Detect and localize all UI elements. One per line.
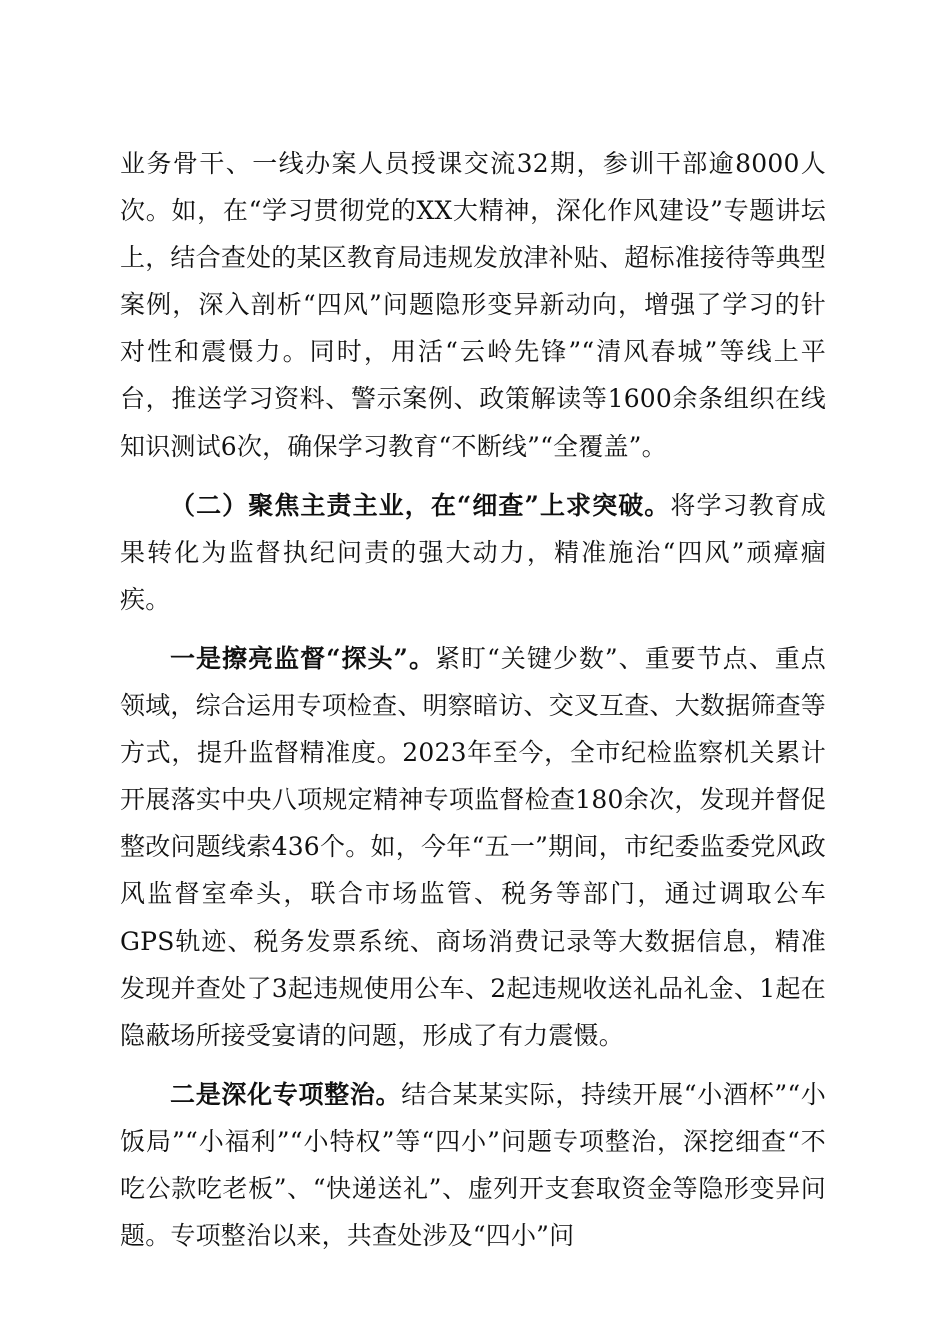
paragraph-section-two	[120, 482, 826, 623]
paragraph-special-rectification	[120, 1071, 826, 1259]
paragraph-lead: 二是深化专项整治。	[170, 1079, 402, 1109]
paragraph-lead: 一是擦亮监督“探头”。	[170, 643, 435, 673]
paragraph-text: 业务骨干、一线办案人员授课交流32期，参训干部逾8000人次。如，在“学习贯彻党的XX大精神，深化作风建设”专题讲坛上，结合查处的某区教育局违规发放津补贴、超标准接待等典型案例，深入剖析“四风”问题隐形变异新动向，增强了学习的针对性和震慑力。同时，用活“云岭先锋”“清风春城”等线上平台，推送学习资料、警示案例、政策解读等1600余条组织在线知识测试6次，确保学习教育“不断线”“全覆盖”。	[120, 149, 826, 461]
paragraph-supervision	[120, 635, 826, 1059]
paragraph-text: 结合某某实际，持续开展“小酒杯”“小饭局”“小福利”“小特权”等“四小”问题专项整治，深挖细查“不吃公款吃老板”、“快递送礼”、虚列开支套取资金等隐形变异问题。专项整治以来，共查处涉及“四小”问	[120, 1079, 826, 1251]
paragraph-text: 将学习教育成果转化为监督执纪问责的强大动力，精准施治“四风”顽瘴痼疾。	[120, 490, 826, 614]
paragraph-training-summary	[120, 140, 826, 470]
document-body	[120, 140, 826, 1259]
paragraph-text: 紧盯“关键少数”、重要节点、重点领域，综合运用专项检查、明察暗访、交叉互查、大数据筛查等方式，提升监督精准度。2023年至今，全市纪检监察机关累计开展落实中央八项规定精神专项监督检查180余次，发现并督促整改问题线索436个。如，今年“五一”期间，市纪委监委党风政风监督室牵头，联合市场监管、税务等部门，通过调取公车GPS轨迹、税务发票系统、商场消费记录等大数据信息，精准发现并查处了3起违规使用公车、2起违规收送礼品礼金、1起在隐蔽场所接受宴请的问题，形成了有力震慑。	[120, 643, 827, 1050]
section-heading: （二）聚焦主责主业，在“细查”上求突破。	[170, 490, 671, 520]
